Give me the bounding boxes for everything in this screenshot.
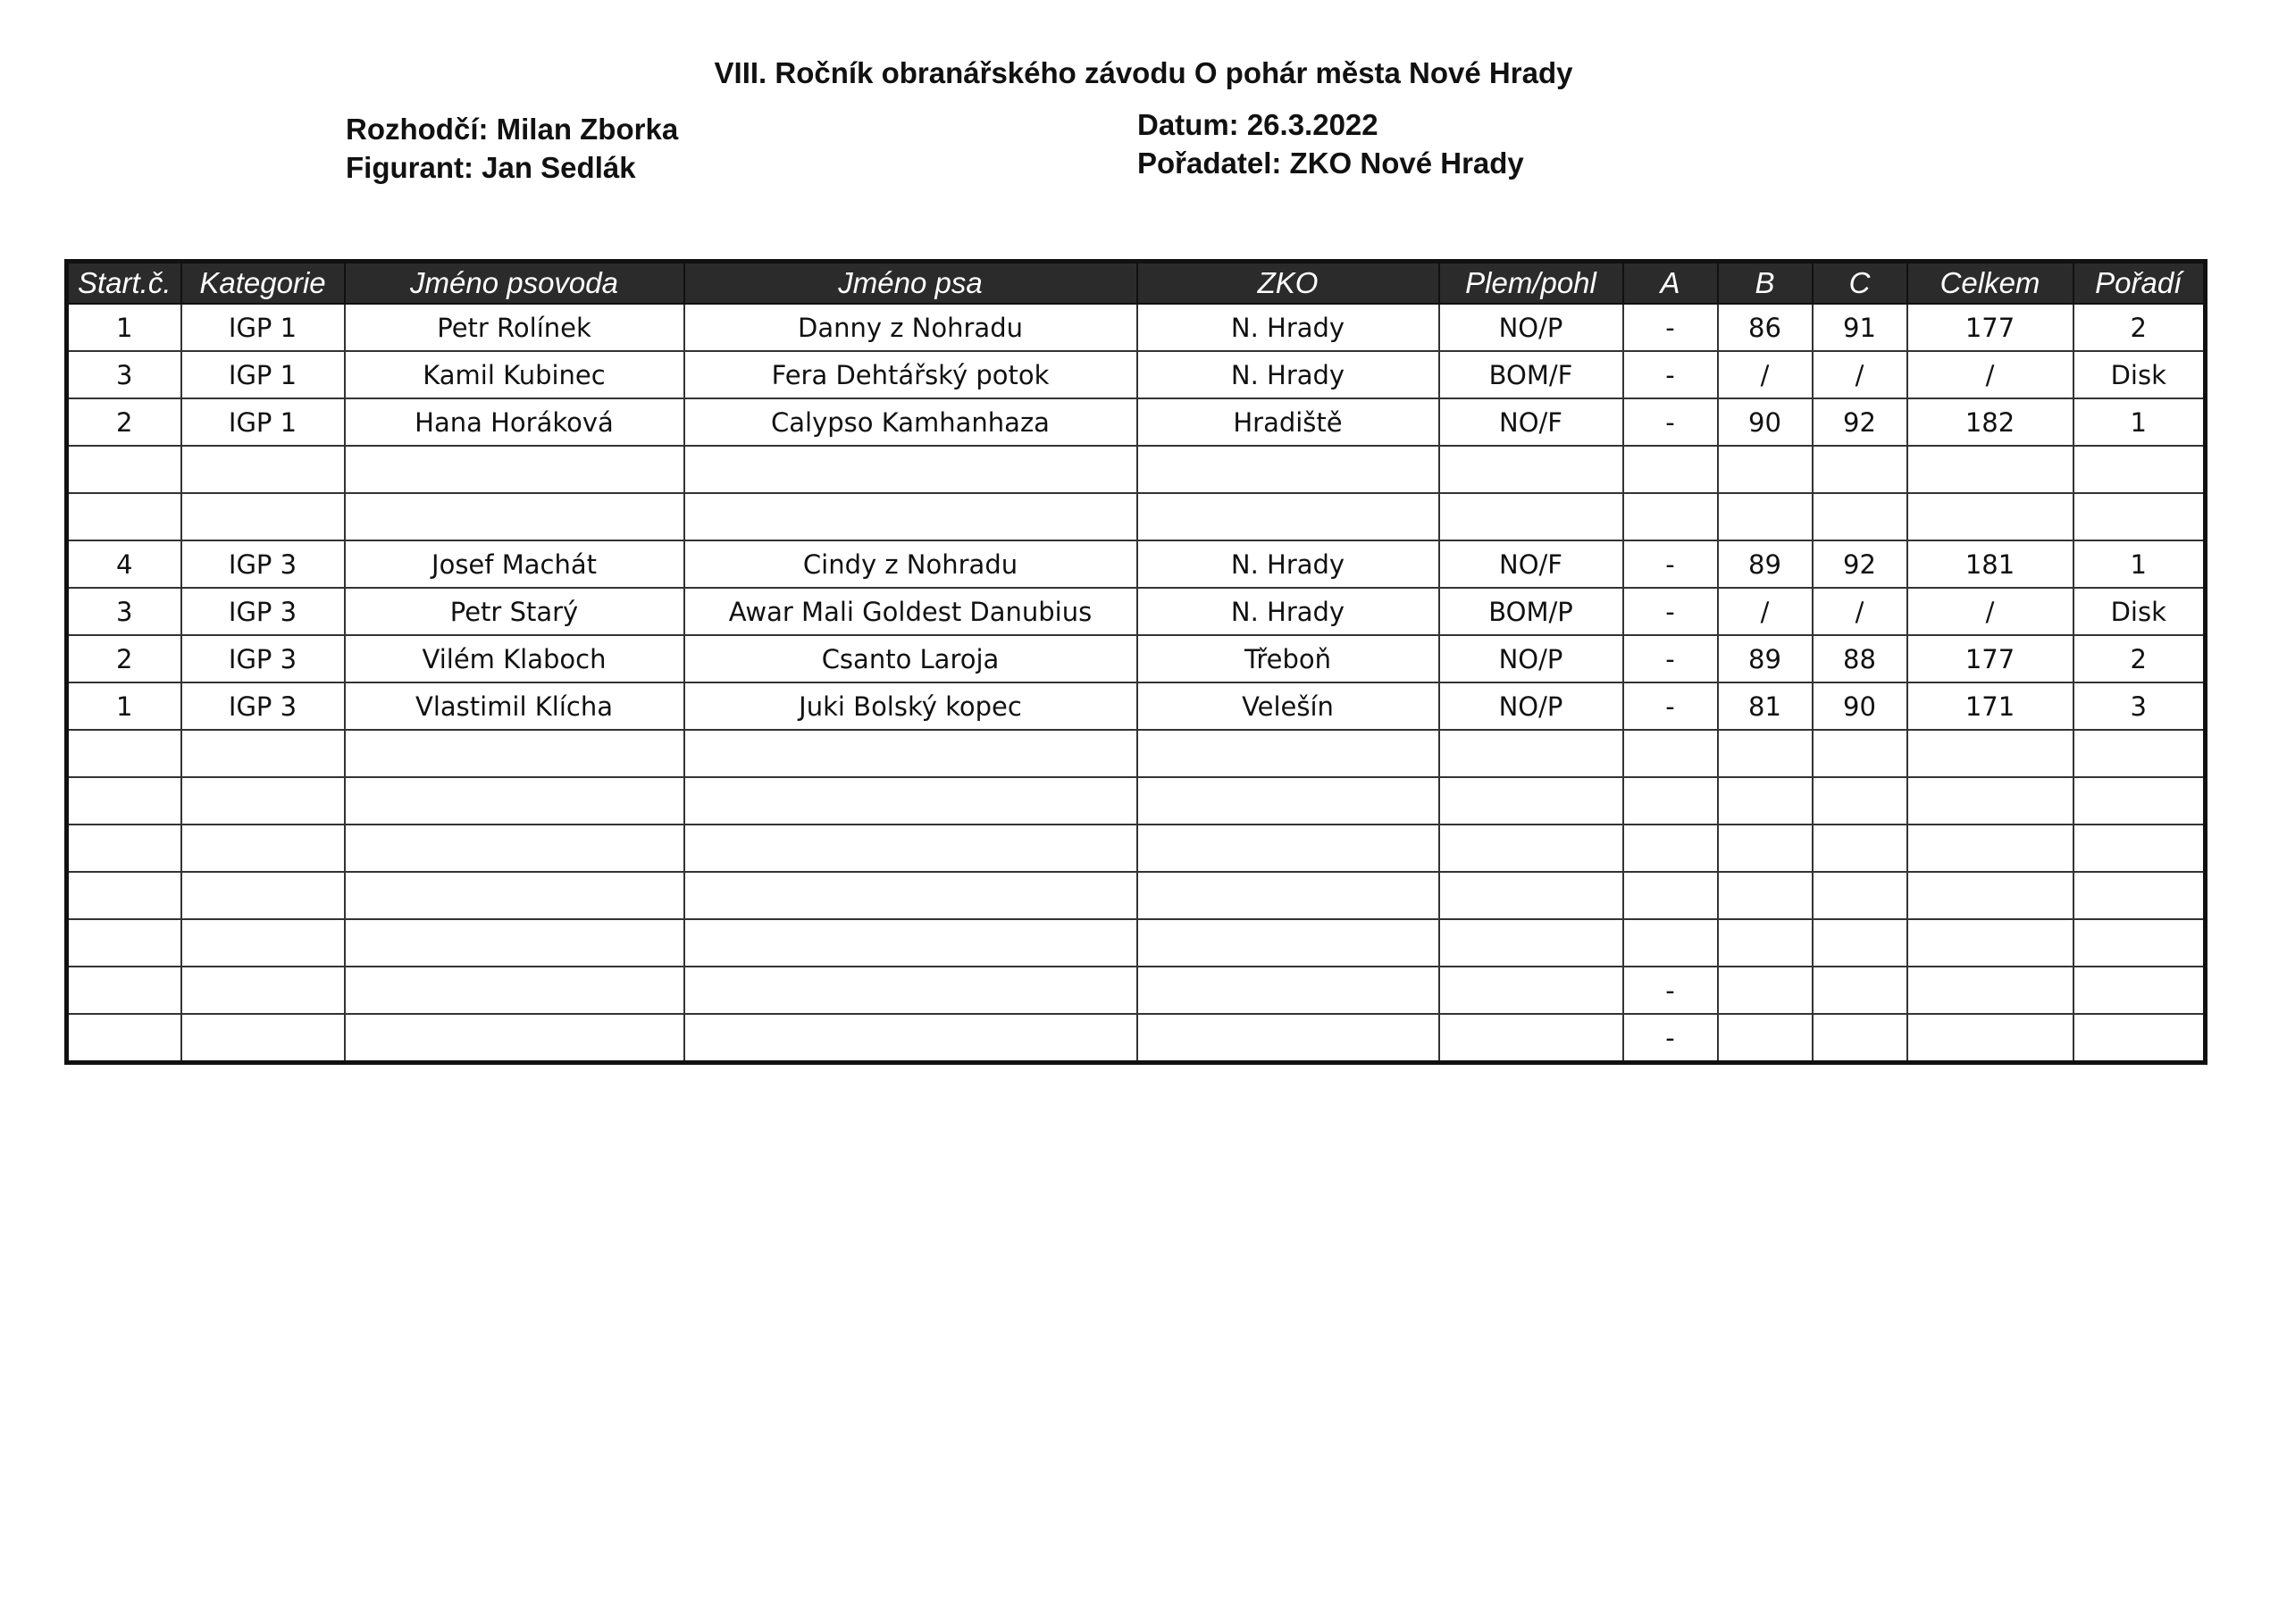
cell-score-a: [1623, 825, 1718, 872]
cell-breed-sex: [1439, 825, 1623, 872]
table-row: [67, 446, 2206, 493]
cell-start-number: [67, 777, 181, 825]
cell-breed-sex: [1439, 872, 1623, 919]
cell-start-number: 3: [67, 351, 181, 398]
cell-club: [1137, 493, 1439, 540]
page-title: VIII. Ročník obranářského závodu O pohár města Nové Hrady: [714, 56, 1573, 89]
cell-category: [181, 967, 345, 1014]
cell-club: [1137, 446, 1439, 493]
cell-score-b: [1718, 493, 1813, 540]
cell-score-b: [1718, 967, 1813, 1014]
cell-start-number: [67, 1014, 181, 1063]
cell-breed-sex: [1439, 967, 1623, 1014]
cell-dog-name: Calypso Kamhanhaza: [684, 398, 1137, 446]
cell-score-c: 91: [1813, 304, 1907, 351]
cell-start-number: 1: [67, 304, 181, 351]
cell-score-c: /: [1813, 351, 1907, 398]
cell-club: N. Hrady: [1137, 351, 1439, 398]
cell-rank: 1: [2073, 540, 2206, 588]
cell-score-a: [1623, 872, 1718, 919]
table-row: [67, 730, 2206, 777]
cell-start-number: [67, 872, 181, 919]
cell-category: [181, 777, 345, 825]
cell-handler-name: Kamil Kubinec: [345, 351, 684, 398]
cell-club: [1137, 967, 1439, 1014]
cell-score-a: -: [1623, 967, 1718, 1014]
cell-handler-name: [345, 730, 684, 777]
table-row: [67, 588, 2206, 635]
table-row: [67, 682, 2206, 730]
cell-rank: [2073, 825, 2206, 872]
cell-handler-name: [345, 777, 684, 825]
cell-handler-name: [345, 825, 684, 872]
table-row: [67, 635, 2206, 682]
cell-rank: Disk: [2073, 588, 2206, 635]
cell-category: IGP 1: [181, 398, 345, 446]
cell-category: IGP 1: [181, 351, 345, 398]
cell-score-b: [1718, 872, 1813, 919]
cell-score-b: 86: [1718, 304, 1813, 351]
cell-category: IGP 3: [181, 588, 345, 635]
cell-club: Hradiště: [1137, 398, 1439, 446]
cell-handler-name: [345, 919, 684, 967]
cell-handler-name: [345, 446, 684, 493]
cell-rank: [2073, 1014, 2206, 1063]
cell-total: /: [1907, 588, 2073, 635]
cell-score-c: [1813, 825, 1907, 872]
table-row: [67, 919, 2206, 967]
cell-score-c: [1813, 777, 1907, 825]
cell-rank: [2073, 919, 2206, 967]
cell-breed-sex: [1439, 493, 1623, 540]
cell-score-c: [1813, 730, 1907, 777]
cell-score-b: /: [1718, 351, 1813, 398]
header-b: B: [1718, 262, 1813, 305]
header-row: [67, 262, 2206, 305]
cell-total: [1907, 967, 2073, 1014]
results-table: [64, 259, 2207, 1065]
cell-score-c: [1813, 493, 1907, 540]
cell-breed-sex: NO/P: [1439, 635, 1623, 682]
cell-dog-name: [684, 919, 1137, 967]
header-total: Celkem: [1907, 262, 2073, 305]
cell-total: 177: [1907, 304, 2073, 351]
cell-handler-name: [345, 493, 684, 540]
cell-total: [1907, 777, 2073, 825]
cell-category: [181, 825, 345, 872]
cell-handler-name: [345, 872, 684, 919]
cell-dog-name: Fera Dehtářský potok: [684, 351, 1137, 398]
cell-handler-name: [345, 967, 684, 1014]
cell-total: 182: [1907, 398, 2073, 446]
cell-dog-name: Awar Mali Goldest Danubius: [684, 588, 1137, 635]
cell-category: IGP 3: [181, 540, 345, 588]
header-a: A: [1623, 262, 1718, 305]
cell-rank: 3: [2073, 682, 2206, 730]
cell-dog-name: [684, 446, 1137, 493]
organizer-label: Pořadatel: ZKO Nové Hrady: [1137, 146, 1524, 180]
table-row: [67, 967, 2206, 1014]
cell-handler-name: Petr Starý: [345, 588, 684, 635]
cell-total: [1907, 1014, 2073, 1063]
cell-score-b: [1718, 777, 1813, 825]
cell-start-number: [67, 967, 181, 1014]
cell-handler-name: Vilém Klaboch: [345, 635, 684, 682]
cell-score-a: -: [1623, 682, 1718, 730]
cell-score-c: 92: [1813, 398, 1907, 446]
cell-score-b: 89: [1718, 540, 1813, 588]
cell-club: [1137, 872, 1439, 919]
cell-score-a: -: [1623, 398, 1718, 446]
cell-handler-name: Hana Horáková: [345, 398, 684, 446]
cell-handler-name: Vlastimil Klícha: [345, 682, 684, 730]
cell-handler-name: Petr Rolínek: [345, 304, 684, 351]
cell-dog-name: Danny z Nohradu: [684, 304, 1137, 351]
header-category: Kategorie: [181, 262, 345, 305]
cell-score-c: [1813, 872, 1907, 919]
cell-dog-name: [684, 730, 1137, 777]
table-row: [67, 493, 2206, 540]
cell-breed-sex: NO/F: [1439, 540, 1623, 588]
cell-breed-sex: [1439, 777, 1623, 825]
table-row: [67, 1014, 2206, 1063]
cell-club: [1137, 825, 1439, 872]
cell-rank: Disk: [2073, 351, 2206, 398]
cell-rank: 2: [2073, 304, 2206, 351]
cell-dog-name: [684, 967, 1137, 1014]
table-row: [67, 825, 2206, 872]
table-row: [67, 777, 2206, 825]
cell-score-a: -: [1623, 588, 1718, 635]
cell-score-c: [1813, 1014, 1907, 1063]
table-row: [67, 398, 2206, 446]
cell-category: IGP 3: [181, 682, 345, 730]
cell-total: 171: [1907, 682, 2073, 730]
cell-start-number: [67, 919, 181, 967]
cell-total: [1907, 493, 2073, 540]
referee-label: Rozhodčí: Milan Zborka: [346, 113, 679, 146]
cell-rank: 2: [2073, 635, 2206, 682]
cell-dog-name: [684, 872, 1137, 919]
cell-total: [1907, 919, 2073, 967]
cell-score-a: -: [1623, 635, 1718, 682]
cell-rank: [2073, 446, 2206, 493]
cell-total: 177: [1907, 635, 2073, 682]
cell-category: [181, 446, 345, 493]
header-rank: Pořadí: [2073, 262, 2206, 305]
cell-rank: [2073, 967, 2206, 1014]
cell-score-b: [1718, 825, 1813, 872]
cell-dog-name: [684, 777, 1137, 825]
cell-start-number: [67, 493, 181, 540]
cell-category: [181, 730, 345, 777]
cell-club: N. Hrady: [1137, 304, 1439, 351]
cell-dog-name: Cindy z Nohradu: [684, 540, 1137, 588]
cell-start-number: [67, 730, 181, 777]
cell-club: [1137, 730, 1439, 777]
cell-total: [1907, 446, 2073, 493]
cell-score-a: [1623, 730, 1718, 777]
cell-score-c: [1813, 967, 1907, 1014]
cell-club: N. Hrady: [1137, 540, 1439, 588]
cell-score-c: [1813, 446, 1907, 493]
cell-total: [1907, 730, 2073, 777]
cell-start-number: 1: [67, 682, 181, 730]
cell-club: [1137, 777, 1439, 825]
date-label: Datum: 26.3.2022: [1137, 108, 1378, 141]
cell-breed-sex: NO/P: [1439, 304, 1623, 351]
cell-total: [1907, 872, 2073, 919]
cell-total: 181: [1907, 540, 2073, 588]
cell-score-a: -: [1623, 540, 1718, 588]
cell-dog-name: [684, 493, 1137, 540]
cell-club: Třeboň: [1137, 635, 1439, 682]
cell-score-a: [1623, 446, 1718, 493]
cell-category: [181, 872, 345, 919]
cell-rank: 1: [2073, 398, 2206, 446]
cell-score-b: /: [1718, 588, 1813, 635]
cell-club: [1137, 919, 1439, 967]
cell-score-b: 89: [1718, 635, 1813, 682]
cell-total: /: [1907, 351, 2073, 398]
cell-score-a: -: [1623, 304, 1718, 351]
table-row: [67, 540, 2206, 588]
cell-score-a: [1623, 493, 1718, 540]
cell-breed-sex: [1439, 919, 1623, 967]
cell-start-number: 2: [67, 635, 181, 682]
cell-score-b: [1718, 919, 1813, 967]
cell-start-number: 3: [67, 588, 181, 635]
table-row: [67, 304, 2206, 351]
cell-breed-sex: BOM/F: [1439, 351, 1623, 398]
cell-rank: [2073, 730, 2206, 777]
cell-breed-sex: NO/F: [1439, 398, 1623, 446]
cell-score-a: [1623, 777, 1718, 825]
header-start-number: Start.č.: [67, 262, 181, 305]
cell-breed-sex: [1439, 446, 1623, 493]
table-body: [67, 304, 2206, 1063]
cell-breed-sex: NO/P: [1439, 682, 1623, 730]
table-header: [67, 262, 2206, 305]
cell-club: Velešín: [1137, 682, 1439, 730]
cell-score-b: [1718, 1014, 1813, 1063]
cell-total: [1907, 825, 2073, 872]
cell-rank: [2073, 493, 2206, 540]
cell-dog-name: [684, 1014, 1137, 1063]
cell-score-b: [1718, 446, 1813, 493]
cell-handler-name: [345, 1014, 684, 1063]
header-dog-name: Jméno psa: [684, 262, 1137, 305]
cell-dog-name: [684, 825, 1137, 872]
cell-score-b: 90: [1718, 398, 1813, 446]
cell-score-a: [1623, 919, 1718, 967]
cell-start-number: 2: [67, 398, 181, 446]
cell-start-number: [67, 825, 181, 872]
cell-breed-sex: BOM/P: [1439, 588, 1623, 635]
figurant-label: Figurant: Jan Sedlák: [346, 151, 636, 184]
cell-category: [181, 493, 345, 540]
header-c: C: [1813, 262, 1907, 305]
cell-category: IGP 3: [181, 635, 345, 682]
table-row: [67, 872, 2206, 919]
cell-dog-name: Juki Bolský kopec: [684, 682, 1137, 730]
cell-score-c: 88: [1813, 635, 1907, 682]
cell-category: [181, 1014, 345, 1063]
cell-club: [1137, 1014, 1439, 1063]
cell-score-a: -: [1623, 1014, 1718, 1063]
header-breed-sex: Plem/pohl: [1439, 262, 1623, 305]
cell-breed-sex: [1439, 1014, 1623, 1063]
cell-rank: [2073, 872, 2206, 919]
cell-dog-name: Csanto Laroja: [684, 635, 1137, 682]
cell-start-number: 4: [67, 540, 181, 588]
cell-club: N. Hrady: [1137, 588, 1439, 635]
cell-score-b: [1718, 730, 1813, 777]
header-handler-name: Jméno psovoda: [345, 262, 684, 305]
cell-score-b: 81: [1718, 682, 1813, 730]
cell-score-c: /: [1813, 588, 1907, 635]
header-club: ZKO: [1137, 262, 1439, 305]
cell-score-c: 92: [1813, 540, 1907, 588]
cell-handler-name: Josef Machát: [345, 540, 684, 588]
cell-rank: [2073, 777, 2206, 825]
cell-category: IGP 1: [181, 304, 345, 351]
cell-score-a: -: [1623, 351, 1718, 398]
cell-category: [181, 919, 345, 967]
cell-breed-sex: [1439, 730, 1623, 777]
cell-start-number: [67, 446, 181, 493]
cell-score-c: 90: [1813, 682, 1907, 730]
table-row: [67, 351, 2206, 398]
cell-score-c: [1813, 919, 1907, 967]
